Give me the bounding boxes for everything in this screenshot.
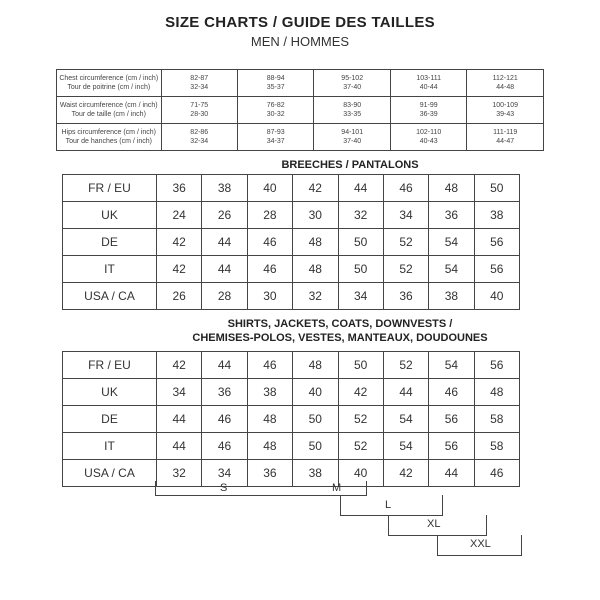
size-cell: 50	[338, 229, 383, 256]
size-cell: 44	[157, 433, 202, 460]
size-cell: 38	[474, 202, 519, 229]
measurement-cm: 82-87	[190, 75, 209, 82]
size-cell: 44	[383, 379, 428, 406]
size-cell: 46	[429, 379, 474, 406]
size-step-xxl	[437, 535, 522, 556]
measurement-cm: 103-111	[416, 75, 442, 82]
measurement-inch: 28-30	[190, 111, 209, 118]
size-cell: 46	[474, 460, 519, 487]
measurement-inch: 30-32	[266, 111, 285, 118]
size-step-s-m	[155, 481, 367, 496]
size-cell: 40	[474, 283, 519, 310]
size-row	[63, 352, 520, 379]
size-label-s: S	[220, 482, 228, 494]
measurement-label-en: Hips circumference (cm / inch)	[61, 129, 157, 136]
size-cell: 26	[202, 202, 247, 229]
measurement-inch: 44-48	[496, 84, 515, 91]
size-cell: 48	[293, 352, 338, 379]
size-cell: 44	[202, 229, 247, 256]
measurement-cm: 112-121	[492, 75, 518, 82]
measurement-row	[57, 97, 544, 124]
size-cell: 36	[157, 175, 202, 202]
size-row	[63, 406, 520, 433]
measurement-cell	[237, 97, 313, 124]
size-cell: 30	[247, 283, 292, 310]
measurement-label-en: Waist circumference (cm / inch)	[59, 102, 158, 109]
size-cell: 36	[202, 379, 247, 406]
size-row-label: DE	[63, 406, 157, 433]
size-cell: 44	[202, 256, 247, 283]
size-cell: 42	[157, 352, 202, 379]
size-cell: 42	[383, 460, 428, 487]
size-cell: 24	[157, 202, 202, 229]
shirts-title-line2: CHEMISES-POLOS, VESTES, MANTEAUX, DOUDOUNES	[192, 332, 488, 344]
size-cell: 32	[293, 283, 338, 310]
size-row	[63, 175, 520, 202]
size-cell: 50	[338, 352, 383, 379]
shirts-size-table	[62, 351, 520, 487]
size-cell: 40	[293, 379, 338, 406]
size-cell: 48	[474, 379, 519, 406]
measurement-cell	[161, 70, 237, 97]
size-cell: 30	[293, 202, 338, 229]
size-cell: 54	[429, 352, 474, 379]
size-cell: 52	[383, 229, 428, 256]
size-row	[63, 283, 520, 310]
measurement-cm: 71-75	[190, 102, 209, 109]
size-row-label: FR / EU	[63, 352, 157, 379]
size-cell: 50	[338, 256, 383, 283]
measurement-label	[57, 97, 162, 124]
size-label-l: L	[385, 499, 392, 511]
size-cell: 28	[202, 283, 247, 310]
measurement-cm: 102-110	[416, 129, 442, 136]
shirts-title	[40, 317, 600, 345]
size-cell: 32	[157, 460, 202, 487]
measurement-cell	[390, 97, 467, 124]
size-cell: 42	[157, 229, 202, 256]
measurement-row	[57, 124, 544, 151]
size-cell: 40	[338, 460, 383, 487]
size-cell: 58	[474, 433, 519, 460]
size-cell: 34	[338, 283, 383, 310]
measurement-cell	[314, 70, 390, 97]
measurement-inch: 40-44	[419, 84, 438, 91]
measurement-cm: 83-90	[343, 102, 362, 109]
size-step-l	[340, 495, 443, 516]
measurement-cell	[467, 70, 544, 97]
size-row-label: USA / CA	[63, 460, 157, 487]
size-row	[63, 433, 520, 460]
size-cell: 44	[202, 352, 247, 379]
size-cell: 54	[383, 433, 428, 460]
size-cell: 42	[338, 379, 383, 406]
size-cell: 44	[338, 175, 383, 202]
measurement-cell	[390, 70, 467, 97]
size-cell: 46	[247, 352, 292, 379]
measurement-label	[57, 124, 162, 151]
size-cell: 56	[474, 352, 519, 379]
size-cell: 40	[247, 175, 292, 202]
size-row-label: IT	[63, 433, 157, 460]
size-cell: 38	[247, 379, 292, 406]
measurement-label	[57, 70, 162, 97]
size-cell: 36	[429, 202, 474, 229]
measurement-cm: 88-94	[266, 75, 285, 82]
size-cell: 54	[429, 229, 474, 256]
size-label-m: M	[332, 482, 342, 494]
measurement-cm: 91-99	[419, 102, 438, 109]
measurement-cell	[314, 124, 390, 151]
size-cell: 52	[383, 352, 428, 379]
size-cell: 26	[157, 283, 202, 310]
measurement-inch: 39-43	[496, 111, 515, 118]
page-title: SIZE CHARTS / GUIDE DES TAILLES	[165, 14, 435, 31]
size-row	[63, 379, 520, 406]
size-cell: 48	[429, 175, 474, 202]
measurement-cm: 111-119	[493, 129, 518, 136]
measurement-inch: 44-47	[496, 138, 515, 145]
size-cell: 42	[293, 175, 338, 202]
size-cell: 56	[474, 256, 519, 283]
size-row-label: DE	[63, 229, 157, 256]
size-cell: 58	[474, 406, 519, 433]
measurement-cell	[161, 97, 237, 124]
size-cell: 38	[202, 175, 247, 202]
size-cell: 44	[157, 406, 202, 433]
size-cell: 54	[383, 406, 428, 433]
measurement-inch: 35-37	[266, 84, 285, 91]
size-cell: 34	[157, 379, 202, 406]
size-row	[63, 202, 520, 229]
measurement-inch: 40-43	[419, 138, 438, 145]
page-subtitle: MEN / HOMMES	[250, 34, 350, 49]
size-cell: 48	[293, 229, 338, 256]
size-row-label: UK	[63, 202, 157, 229]
measurement-cell	[467, 124, 544, 151]
size-cell: 38	[429, 283, 474, 310]
size-cell: 42	[157, 256, 202, 283]
size-cell: 52	[338, 406, 383, 433]
measurement-label-fr: Tour de taille (cm / inch)	[71, 111, 146, 118]
measurement-cell	[314, 97, 390, 124]
size-cell: 46	[202, 406, 247, 433]
size-cell: 50	[293, 433, 338, 460]
size-cell: 48	[247, 433, 292, 460]
size-cell: 56	[429, 406, 474, 433]
size-cell: 44	[429, 460, 474, 487]
size-cell: 50	[474, 175, 519, 202]
size-cell: 28	[247, 202, 292, 229]
size-row-label: FR / EU	[63, 175, 157, 202]
measurement-inch: 32-34	[190, 84, 209, 91]
size-cell: 36	[383, 283, 428, 310]
measurement-cm: 95-102	[341, 75, 364, 82]
size-cell: 46	[383, 175, 428, 202]
size-row-label: UK	[63, 379, 157, 406]
measurement-cell	[390, 124, 467, 151]
size-cell: 46	[247, 229, 292, 256]
measurement-cm: 76-82	[266, 102, 285, 109]
size-cell: 52	[383, 256, 428, 283]
measurement-label-fr: Tour de hanches (cm / inch)	[65, 138, 152, 145]
size-row-label: IT	[63, 256, 157, 283]
shirts-title-line1: SHIRTS, JACKETS, COATS, DOWNVESTS /	[227, 318, 453, 330]
measurement-cm: 82-86	[190, 129, 209, 136]
measurement-table	[56, 69, 544, 151]
size-label-xxl: XXL	[470, 538, 491, 550]
measurement-inch: 37-40	[343, 84, 362, 91]
measurement-cm: 87-93	[266, 129, 285, 136]
size-cell: 52	[338, 433, 383, 460]
size-label-xl: XL	[427, 518, 441, 530]
measurement-inch: 34-37	[266, 138, 285, 145]
breeches-size-table	[62, 174, 520, 310]
measurement-inch: 36-39	[419, 111, 438, 118]
size-cell: 56	[429, 433, 474, 460]
measurement-inch: 37-40	[343, 138, 362, 145]
size-cell: 38	[293, 460, 338, 487]
measurement-row	[57, 70, 544, 97]
size-cell: 34	[383, 202, 428, 229]
size-row-label: USA / CA	[63, 283, 157, 310]
size-cell: 34	[202, 460, 247, 487]
measurement-cell	[237, 70, 313, 97]
size-cell: 56	[474, 229, 519, 256]
size-cell: 54	[429, 256, 474, 283]
size-cell: 36	[247, 460, 292, 487]
breeches-title: BREECHES / PANTALONS	[281, 159, 419, 171]
size-cell: 32	[338, 202, 383, 229]
measurement-cm: 94-101	[341, 129, 364, 136]
size-row	[63, 256, 520, 283]
size-cell: 50	[293, 406, 338, 433]
measurement-cm: 100-109	[492, 102, 519, 109]
measurement-cell	[237, 124, 313, 151]
measurement-cell	[467, 97, 544, 124]
measurement-label-fr: Tour de poitrine (cm / inch)	[67, 84, 151, 91]
size-row	[63, 229, 520, 256]
size-cell: 46	[202, 433, 247, 460]
measurement-inch: 32-34	[190, 138, 209, 145]
measurement-label-en: Chest circumference (cm / inch)	[59, 75, 159, 82]
size-cell: 46	[247, 256, 292, 283]
size-cell: 48	[293, 256, 338, 283]
size-cell: 48	[247, 406, 292, 433]
measurement-inch: 33-35	[343, 111, 362, 118]
size-step-xl	[388, 515, 487, 536]
measurement-cell	[161, 124, 237, 151]
